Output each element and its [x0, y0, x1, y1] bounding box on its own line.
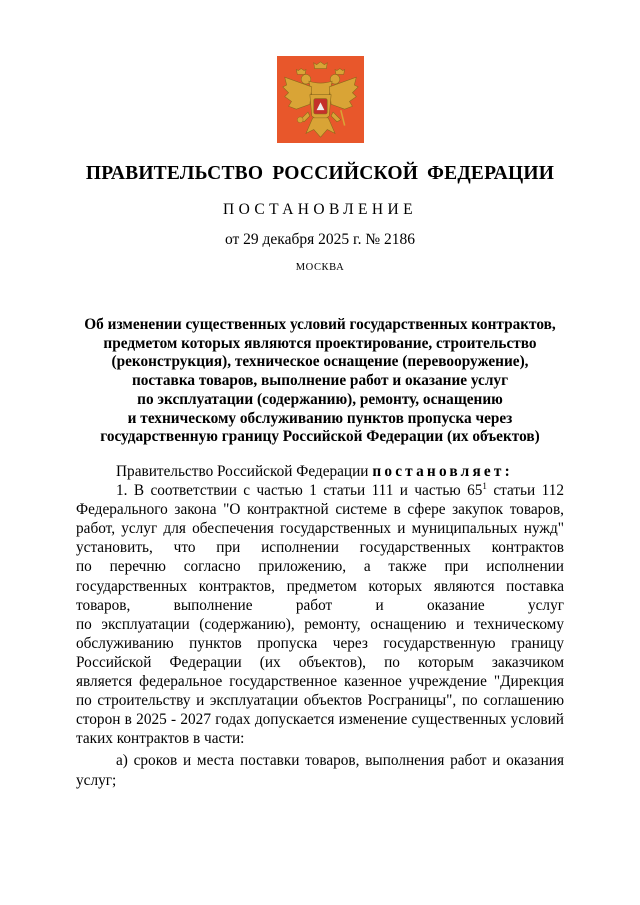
title-line: предметом которых являются проектирование, строительство [103, 334, 537, 352]
body-line: является федеральное государственное казенное учреждение "Дирекция [76, 673, 564, 691]
body-line: установить, что при исполнении государственных контрактов [76, 539, 564, 557]
intro-text: Правительство Российской Федерации [116, 463, 373, 480]
subparagraph-a-last: услуг; [76, 771, 117, 789]
body-line: обслуживанию пунктов пропуска через государственную границу [76, 634, 564, 652]
intro-paragraph [76, 462, 564, 481]
body-line: по эксплуатации (содержанию), ремонту, оснащению и техническому [76, 615, 564, 633]
p1-text-end: статьи 112 [486, 482, 564, 500]
title-line: государственную границу Российской Федерации (их объектов) [100, 428, 540, 446]
document-city: МОСКВА [295, 262, 345, 273]
title-line: поставка товаров, выполнение работ и оказание услуг [131, 372, 509, 390]
decree-word: постановляет: [372, 463, 513, 480]
body-line: работ, услуг для обеспечения государственных и муниципальных нужд" [76, 520, 564, 538]
title-line: и техническому обслуживанию пунктов пропуска через [127, 409, 513, 427]
document-type: ПОСТАНОВЛЕНИЕ [223, 201, 417, 218]
paragraph-1-first-line [76, 481, 564, 500]
title-line: (реконструкция), техническое оснащение (перевооружение), [111, 353, 529, 371]
body-line-last: таких контрактов в части: [76, 730, 245, 748]
superscript: 1 [482, 481, 487, 491]
title-line: по эксплуатации (содержанию), ремонту, оснащению [137, 390, 503, 408]
organization-name: ПРАВИТЕЛЬСТВО РОССИЙСКОЙ ФЕДЕРАЦИИ [85, 163, 555, 184]
document-body [76, 462, 564, 790]
body-line: по перечню согласно приложению, а также при исполнении [76, 558, 564, 576]
coat-of-arms-icon [277, 56, 364, 143]
title-line: Об изменении существенных условий государственных контрактов, [84, 316, 556, 333]
body-line: по строительству и эксплуатации объектов Росграницы", по соглашению [76, 692, 564, 710]
body-line: государственных контрактов, предметом которых являются поставка [76, 577, 564, 595]
subparagraph-a: а) сроков и места поставки товаров, выполнения работ и оказания [116, 752, 564, 770]
body-line: товаров, выполнение работ и оказание услуг [76, 596, 564, 614]
p1-text: 1. В соответствии с частью 1 статьи 111 и частью 65 [116, 482, 483, 500]
body-line: сторон в 2025 - 2027 годах допускается изменение существенных условий [76, 711, 564, 729]
document-title [70, 316, 570, 447]
body-line: Федерального закона "О контрактной системе в сфере закупок товаров, [76, 501, 564, 519]
document-date: от 29 декабря 2025 г. № 2186 [224, 231, 416, 248]
body-line: Российской Федерации (их объектов), по которым заказчиком [76, 653, 564, 671]
